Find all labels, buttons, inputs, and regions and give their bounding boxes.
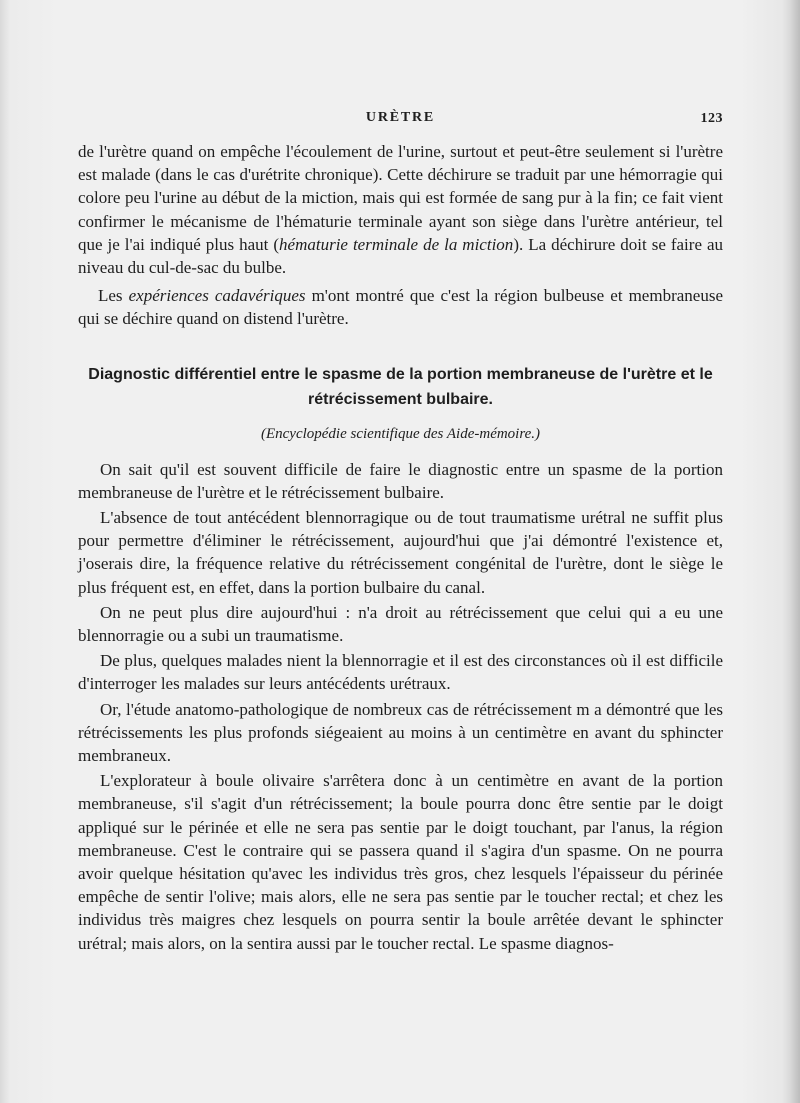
paragraph-anatomo-pathology: Or, l'étude anatomo-pathologique de nombreux cas de rétrécissement m a démontré que les rétrécissements les plus profonds siégeaient au moins à un centimètre en avant du sphincter membraneux. [78,699,723,766]
paragraph-antecedents: L'absence de tout antécédent blennorragique ou de tout traumatisme urétral ne suffit plus pour permettre d'éliminer le rétrécissement, aujourd'hui que j'ai démontré l'existence et, j'oserais dire, la fréquence relative du rétrécissement congénital de l'urètre, dont le siège le plus fréquent est, en effet, dans la portion bulbaire du canal. [78,508,723,597]
paragraph-continuation [78,140,723,279]
book-page [78,110,723,955]
paragraph-cadaver-experiments [78,284,723,330]
paragraph-text: m'ont montré que c'est la région bulbeuse et membraneuse qui se déchire quand on distend l'urètre. [78,286,723,329]
paragraph-cannot-say: On ne peut plus dire aujourd'hui : n'a droit au rétrécissement que celui qui a eu une blennorragie ou a subi un traumatisme. [78,602,723,646]
running-title: URÈTRE [365,110,436,125]
paragraph-explorer-bulb: L'explorateur à boule olivaire s'arrêtera donc à un centimètre en avant de la portion membraneuse, s'il s'agit d'un rétrécissement; la boule pourra donc être sentie par le doigt appliqué sur le périnée et elle ne sera pas sentie par le doigt touchant, par l'anus, la région membraneuse. C'est le contraire qui se passera quand il s'agira d'un spasme. On ne pourra avoir quelque hésitation qu'avec les individus très gros, chez lesquels l'épaisseur du périnée empêche de sentir l'olive; mais alors, elle ne sera pas sentie par le toucher rectal; et chez les individus très maigres chez lesquels on pourra sentir la boule arrêtée devant le sphincter urétral; mais alors, on la sentira aussi par le toucher rectal. Le spasme diagnos- [78,771,723,953]
italic-term: hématurie terminale de la miction [279,234,514,254]
paragraph-text: ). La déchirure doit se faire au niveau du cul-de-sac du bulbe. [78,234,724,278]
paragraph-text: Les [98,286,129,306]
paragraph-text: de l'urètre quand on empêche l'écoulement de l'urine, surtout et peut-être seulement si l'urètre est malade (dans le cas d'urétrite chronique). Cette déchirure se traduit par une hémorragie qui colore peu l'urine au début de la miction, mais qui est formée de sang pur à la fin; ce fait vient confirmer le mécanisme de l'hématurie terminale ayant son siège dans l'urètre antérieur, tel que je l'ai indiqué plus haut ( [78,142,723,254]
page-edge-shadow [782,0,800,1103]
running-header [78,110,723,132]
paragraph-patients-deny: De plus, quelques malades nient la blennorragie et il est des circonstances où il est difficile d'interroger les malades sur leurs antécédents urétraux. [78,651,723,694]
section-source: (Encyclopédie scientifique des Aide-mémoire.) [260,425,541,442]
italic-term: expériences cadavériques [128,286,306,306]
paragraph-diagnosis-intro: On sait qu'il est souvent difficile de faire le diagnostic entre un spasme de la portion membraneuse de l'urètre et le rétrécissement bulbaire. [78,459,723,502]
section-heading: Diagnostic différentiel entre le spasme de la portion membraneuse de l'urètre et le rétrécissement bulbaire. [88,365,713,408]
page-number: 123 [700,111,723,126]
